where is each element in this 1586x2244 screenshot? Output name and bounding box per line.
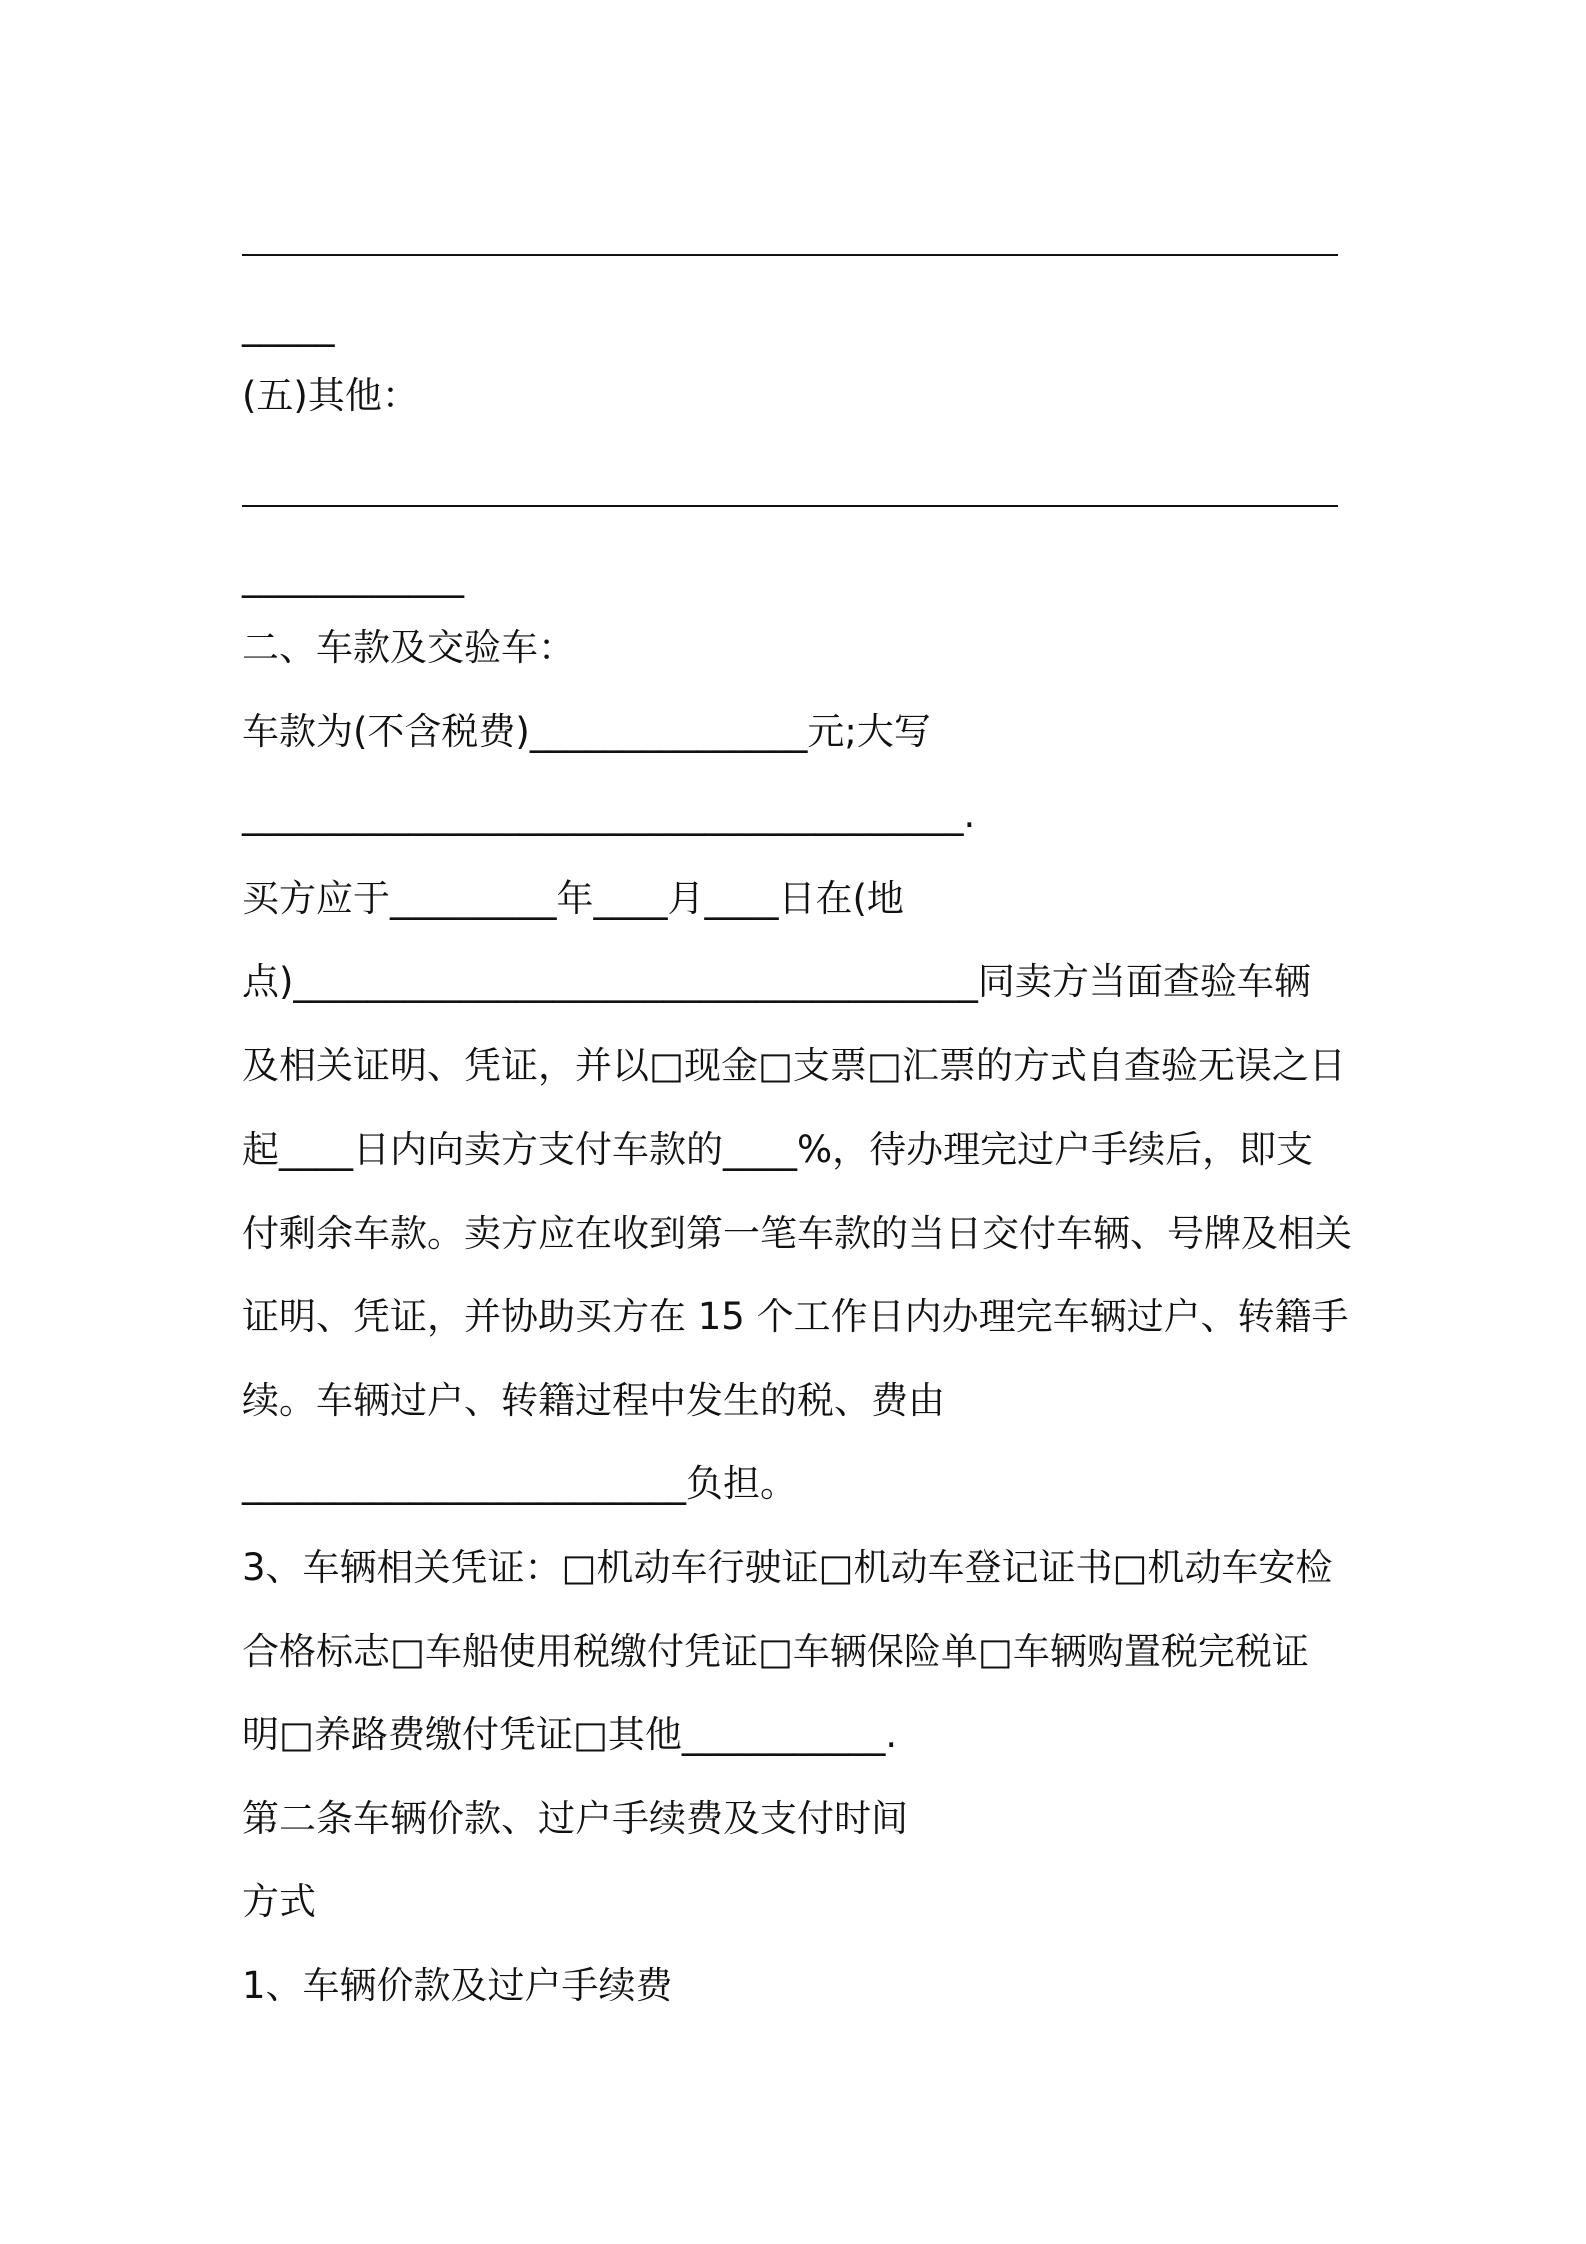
article-2-heading: 第二条车辆价款、过户手续费及支付时间 — [242, 1797, 908, 1840]
price-line: 车款为(不含税费)_______________元;大写 — [242, 710, 931, 753]
section-2-heading: 二、车款及交验车： — [242, 626, 575, 669]
blank-line-2-tail: ____________ — [242, 555, 464, 598]
inspection-place-line: 点)_____________________________________同卖方当面查验车辆 — [242, 960, 1311, 1003]
blank-fill-line-2 — [242, 505, 1338, 507]
payment-percent-line: 起____日内向卖方支付车款的____%，待办理完过户手续后，即支 — [242, 1128, 1314, 1171]
tax-fee-line: 续。车辆过户、转籍过程中发生的税、费由 — [242, 1379, 945, 1422]
transfer-assist-line: 证明、凭证，并协助买方在 15 个工作日内办理完车辆过户、转籍手 — [242, 1295, 1349, 1338]
documents-line-2: 合格标志□车船使用税缴付凭证□车辆保险单□车辆购置税完税证 — [242, 1630, 1309, 1673]
documents-line-3: 明□养路费缴付凭证□其他___________. — [242, 1713, 898, 1756]
documents-line-1: 3、车辆相关凭证：□机动车行驶证□机动车登记证书□机动车安检 — [242, 1546, 1333, 1589]
section-5-other: (五)其他： — [242, 374, 419, 417]
blank-fill-line-1 — [242, 254, 1338, 256]
article-2-heading-cont: 方式 — [242, 1880, 316, 1923]
price-capital-line: _______________________________________. — [242, 793, 976, 836]
delivery-line: 付剩余车款。卖方应在收到第一笔车款的当日交付车辆、号牌及相关 — [242, 1212, 1352, 1255]
blank-line-1-tail: _____ — [242, 304, 335, 347]
tax-bearer-line: ________________________负担。 — [242, 1462, 797, 1505]
payment-method-line: 及相关证明、凭证，并以□现金□支票□汇票的方式自查验无误之日 — [242, 1044, 1346, 1087]
item-1-heading: 1、车辆价款及过户手续费 — [242, 1964, 673, 2007]
inspection-date-line: 买方应于_________年____月____日在(地 — [242, 877, 904, 920]
